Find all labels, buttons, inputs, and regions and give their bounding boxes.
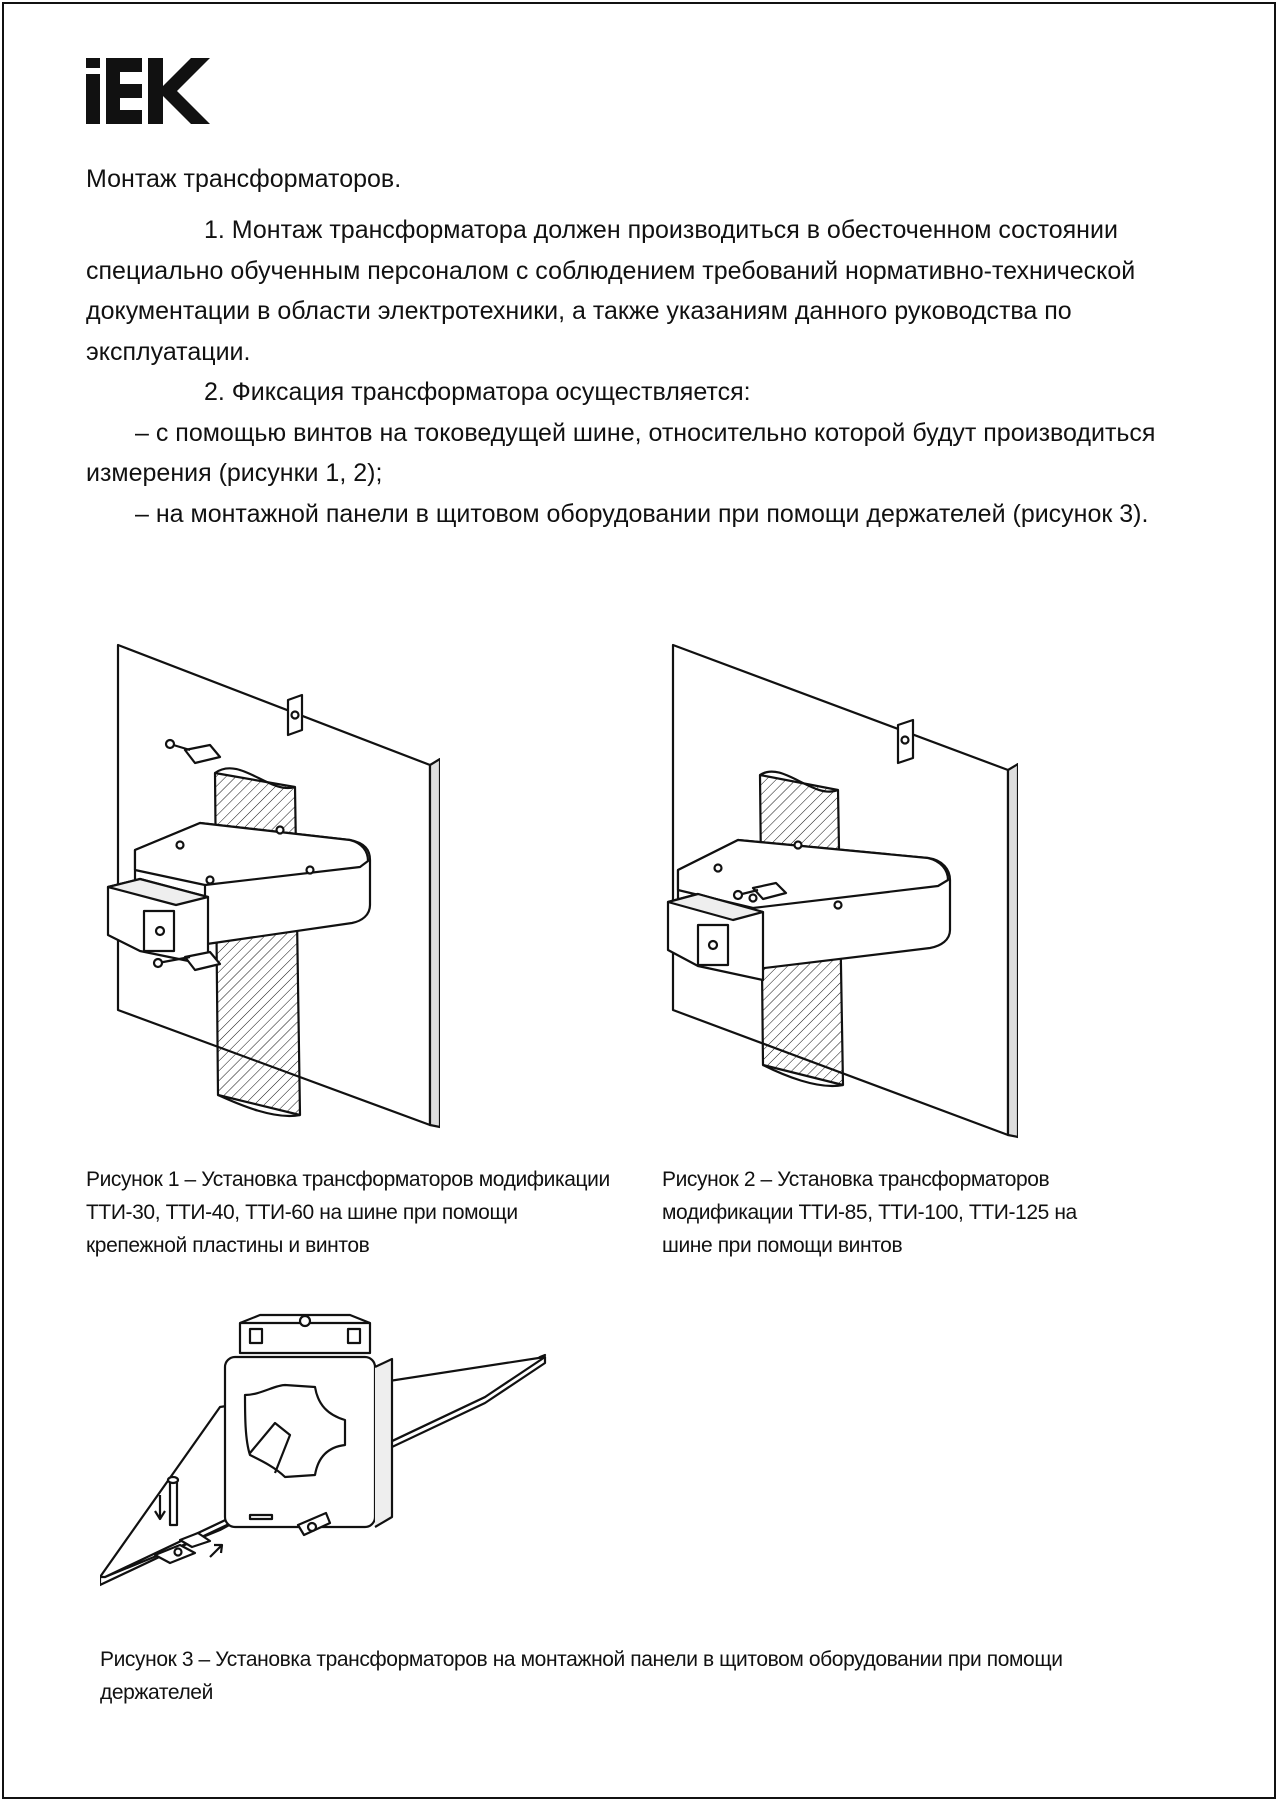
figure-1-illustration xyxy=(100,635,440,1135)
instructions xyxy=(86,210,1196,534)
iek-logo xyxy=(86,58,210,124)
figure-2-caption: Рисунок 2 – Установка трансформаторов модификации ТТИ-85, ТТИ-100, ТТИ-125 на шине при помощи винтов xyxy=(662,1168,1077,1257)
figure-1-caption: Рисунок 1 – Установка трансформаторов модификации ТТИ-30, ТТИ-40, ТТИ-60 на шине при помощи крепежной пластины и винтов xyxy=(86,1168,610,1257)
paragraph-1: 1. Монтаж трансформатора должен производиться в обесточенном состоянии специально обученным персоналом с соблюдением требований нормативно-технической документации в области электротехники, а также указаниям данного руководства по эксплуатации. xyxy=(86,216,1136,366)
figure-2-illustration xyxy=(658,640,1018,1140)
figure-3-caption: Рисунок 3 – Установка трансформаторов на монтажной панели в щитовом оборудовании при помощи держателей xyxy=(100,1648,1063,1704)
section-title: Монтаж трансформаторов. xyxy=(86,165,402,193)
figure-3-illustration xyxy=(100,1295,580,1595)
paragraph-2: 2. Фиксация трансформатора осуществляется: xyxy=(204,378,751,406)
paragraph-4: – на монтажной панели в щитовом оборудовании при помощи держателей (рисунок 3). xyxy=(135,499,1149,528)
paragraph-3: – с помощью винтов на токоведущей шине, относительно которой будут производиться измерения (рисунки 1, 2); xyxy=(86,418,1156,487)
